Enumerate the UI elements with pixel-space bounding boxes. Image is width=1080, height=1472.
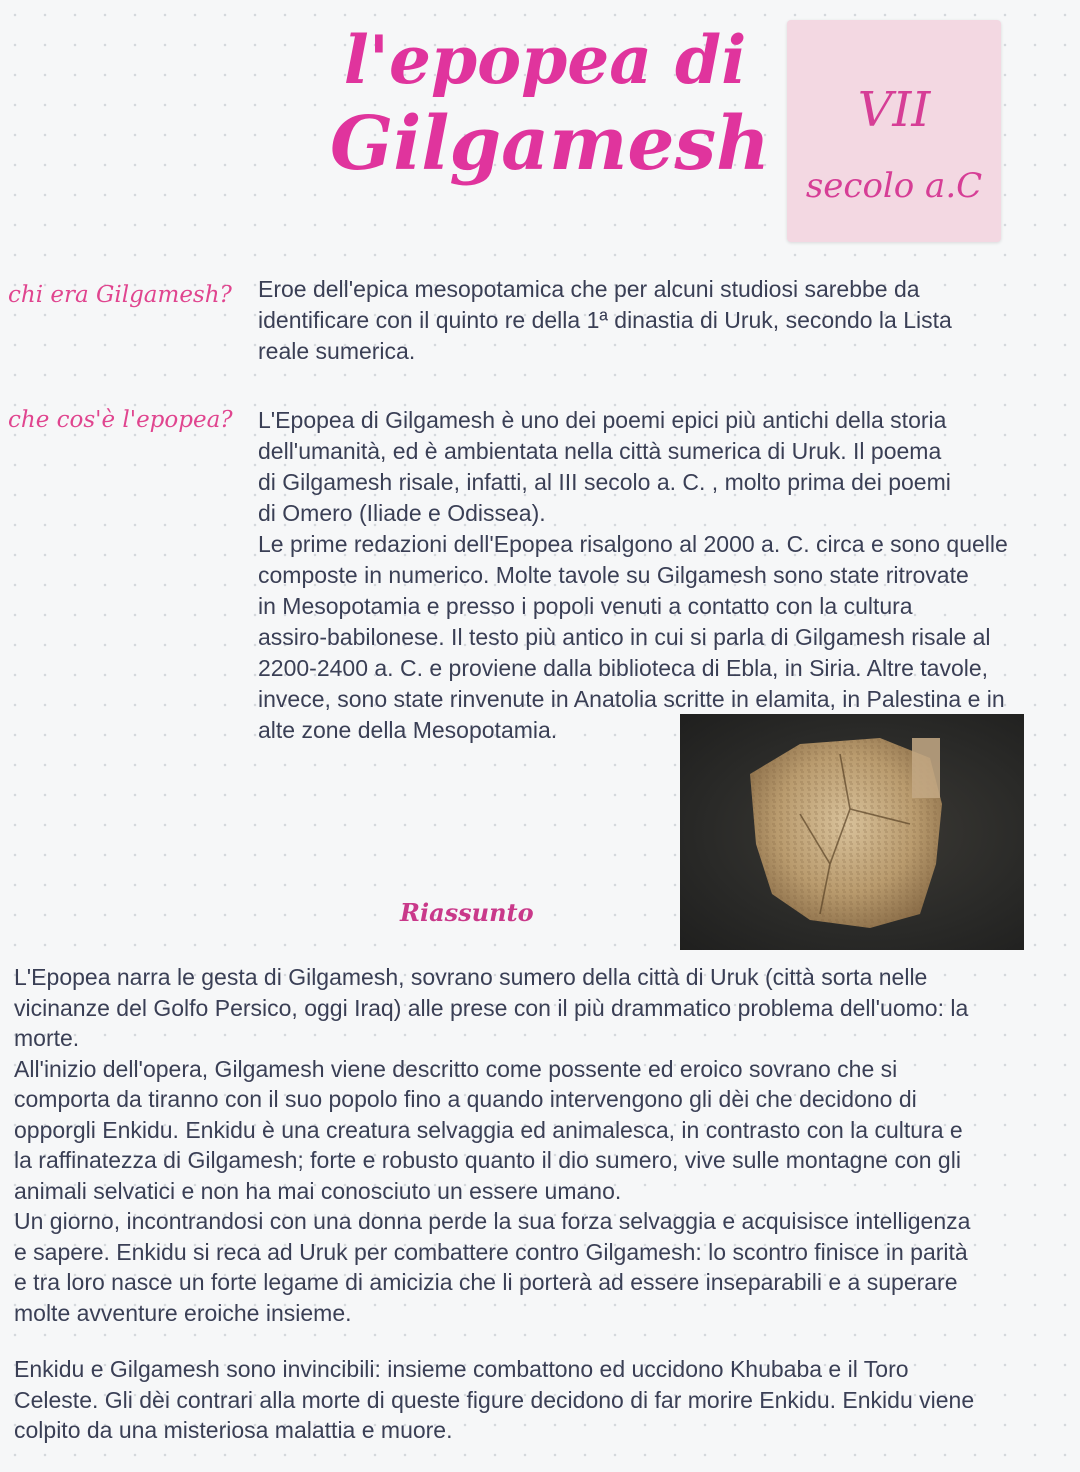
clay-tablet-illustration (680, 714, 1024, 950)
era-label: secolo a.C (805, 166, 983, 206)
title-line-2: Gilgamesh (330, 101, 770, 187)
summary-paragraph-1: L'Epopea narra le gesta di Gilgamesh, sovrano sumero della città di Uruk (città sorta nelle vicinanze del Golfo Persico, oggi Iraq) alle prese con il più drammatico problema dell'uomo: la morte. All'inizio dell'opera, Gilgamesh viene descritto come possente ed eroico sovrano che si comporta da tiranno con il suo popolo fino a quando intervengono gli dèi che decidono di opporgli Enkidu. Enkidu è una creatura selvaggia ed animalesca, in contrasto con la cultura e la raffinatezza di Gilgamesh; forte e robusto quanto il dio sumero, vive sulle montagne con gli animali selvatici e non ha mai conosciuto un essere umano. Un giorno, incontrandosi con una donna perde la sua forza selvaggia e acquisisce intelligenza e sapere. Enkidu si reca ad Uruk per combattere contro Gilgamesh: lo scontro finisce in parità e tra loro nasce un forte legame di amicizia che li porterà ad essere inseparabili e a superare molte avventure eroiche insieme. (14, 964, 971, 1326)
summary-paragraph-2: Enkidu e Gilgamesh sono invincibili: insieme combattono ed uccidono Khubaba e il Toro Celeste. Gli dèi contrari alla morte di queste figure decidono di far morire Enkidu. Enkidu viene colpito da una misteriosa malattia e muore. (14, 1356, 975, 1443)
summary-title: Riassunto (400, 898, 534, 927)
title-line-1: l'epopea di (343, 21, 747, 99)
clay-tablet-image (680, 714, 1024, 950)
question-who-was-gilgamesh: chi era Gilgamesh? (8, 282, 232, 308)
page-title (330, 18, 770, 187)
century-label: VII (857, 82, 931, 138)
answer-what-is-epic: L'Epopea di Gilgamesh è uno dei poemi epici più antichi della storia dell'umanità, ed è ambientata nella città sumerica di Uruk. Il poema di Gilgamesh risale, infatti, al III secolo a. C. , molto prima dei poemi di Omero (Iliade e Odissea). Le prime redazioni dell'Epopea risalgono al 2000 a. C. circa e sono quelle composte in numerico. Molte tavole su Gilgamesh sono state ritrovate in Mesopotamia e presso i popoli venuti a contatto con la cultura assiro-babilonese. Il testo più antico in cui si parla di Gilgamesh risale al 2200-2400 a. C. e proviene dalla biblioteca di Ebla, in Siria. Altre tavole, invece, sono state rinvenute in Anatolia scritte in elamita, in Palestina e in alte zone della Mesopotamia. (258, 407, 1008, 743)
answer-who-was-gilgamesh: Eroe dell'epica mesopotamica che per alcuni studiosi sarebbe da identificare con il quinto re della 1ª dinastia di Uruk, secondo la Lista reale sumerica. (258, 276, 952, 364)
date-sticky-note (787, 20, 1001, 242)
question-what-is-epic: che cos'è l'epopea? (8, 407, 233, 433)
